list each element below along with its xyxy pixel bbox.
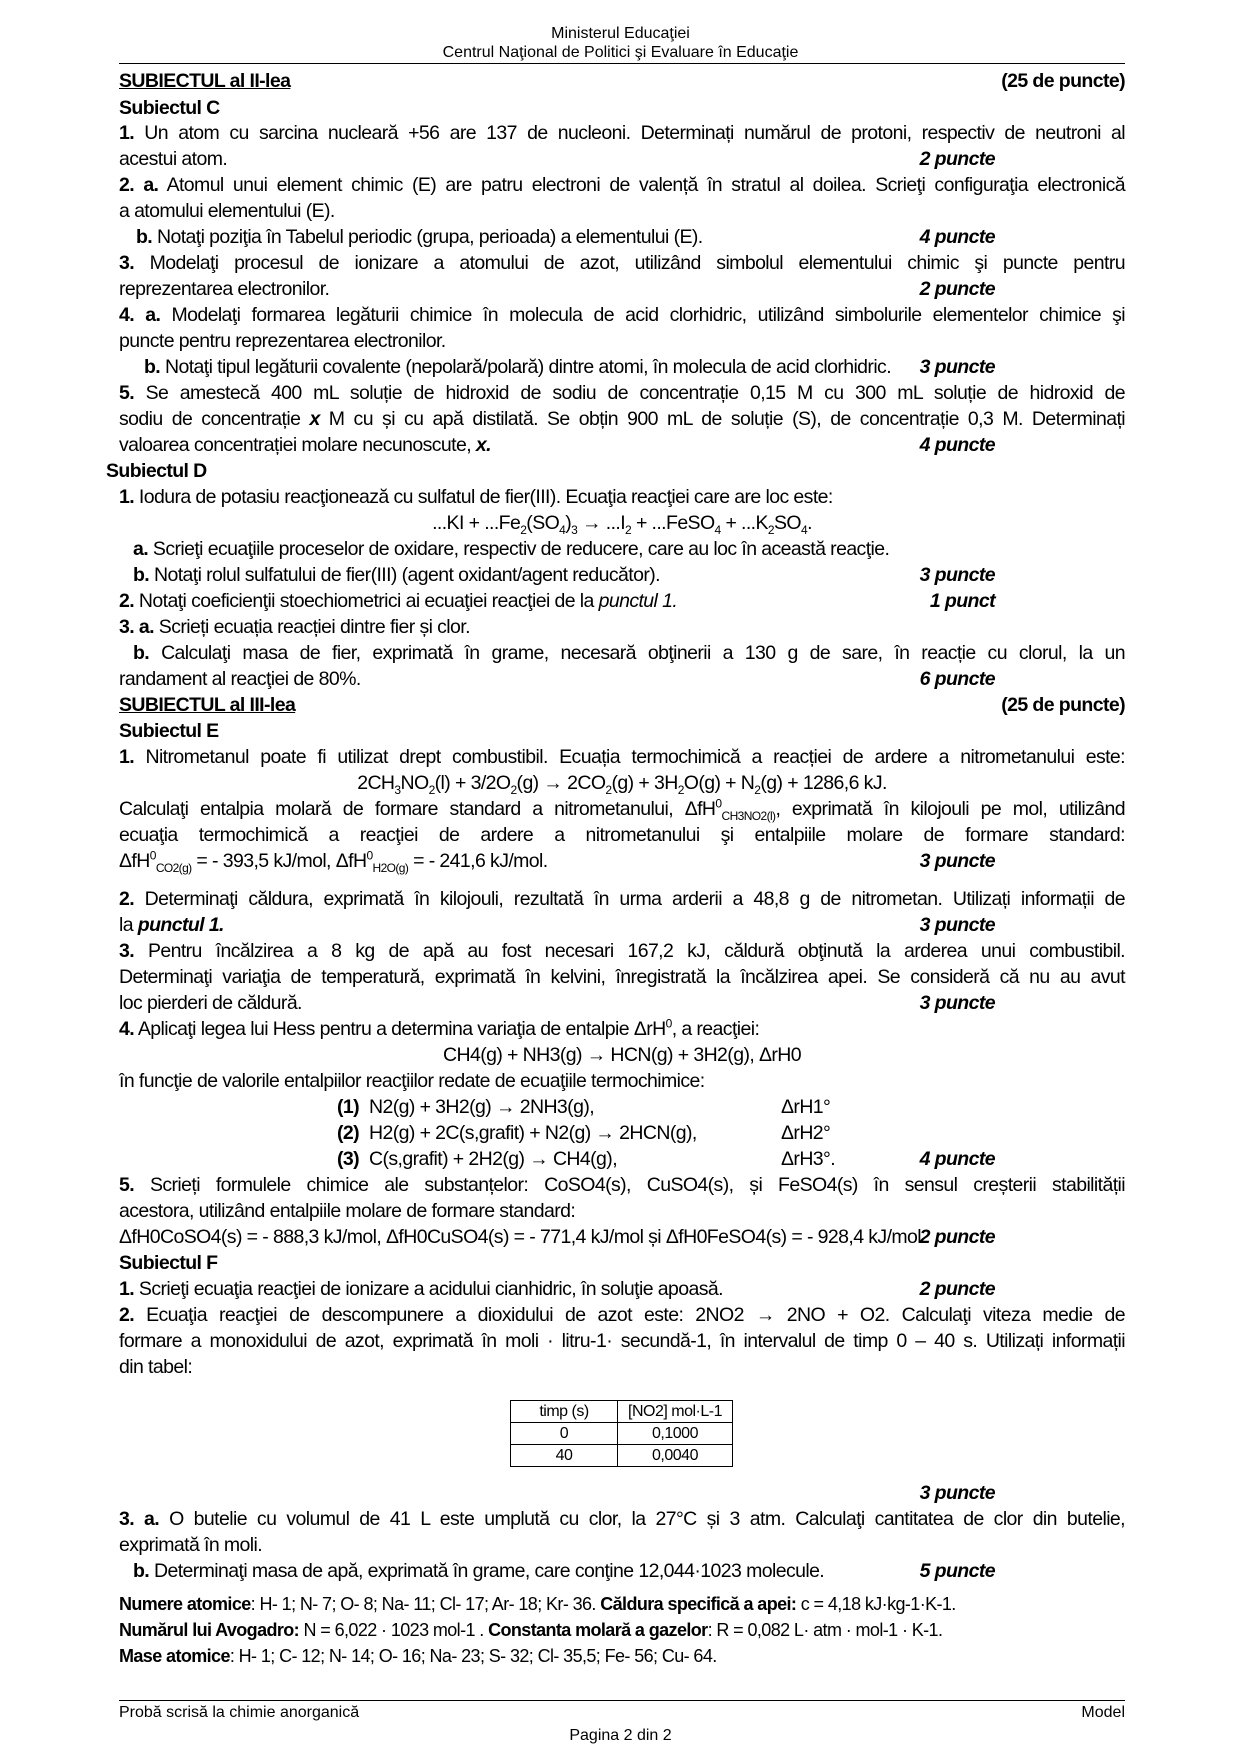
constants-line-1: Numere atomice: H- 1; N- 7; O- 8; Na- 11; Cl- 17; Ar- 18; Kr- 36. Căldura specifică a apei: c = 4,18 kJ·kg-1·K-1. bbox=[119, 1594, 956, 1614]
e2-line2: la punctul 1. 3 puncte bbox=[119, 914, 995, 936]
subject-e-title: Subiectul E bbox=[119, 720, 219, 742]
table-cell: 0,1000 bbox=[618, 1423, 733, 1445]
header-ministry: Ministerul Educaţiei bbox=[551, 25, 690, 42]
constants-line-2: Numărul lui Avogadro: N = 6,022 · 1023 mol-1 . Constanta molară a gazelor: R = 0,082 L· atm · mol-1 · K-1. bbox=[119, 1620, 943, 1640]
f3a-line2: exprimată în moli. bbox=[119, 1534, 263, 1556]
c3-line1: 3. Modelaţi procesul de ionizare a atomului de azot, utilizând simbolul elementului chimic şi puncte pentru bbox=[119, 252, 1125, 274]
c4a-line2: puncte pentru reprezentarea electronilor. bbox=[119, 330, 446, 352]
e1-line1: 1. Nitrometanul poate fi utilizat drept combustibil. Ecuația termochimică a reacției de ardere a nitrometanului este: bbox=[119, 746, 1125, 768]
e4-equation: CH4(g) + NH3(g) → HCN(g) + 3H2(g), ΔrH0 bbox=[442, 1044, 802, 1066]
e4-line1: 4. Aplicaţi legea lui Hess pentru a determina variaţia de entalpie ΔrH$^0$, a reacţiei: bbox=[119, 1016, 760, 1040]
d1b-line: b. Notaţi rolul sulfatului de fier(III) (agent oxidant/agent reducător). 3 puncte bbox=[133, 564, 995, 586]
footer-page-number: Pagina 2 din 2 bbox=[569, 1727, 672, 1744]
c2b-line: b. Notaţi poziţia în Tabelul periodic (grupa, perioada) a elementului (E). 4 puncte bbox=[136, 226, 995, 248]
footer-exam-name: Probă scrisă la chimie anorganică bbox=[119, 1704, 360, 1721]
e2-line1: 2. Determinaţi căldura, exprimată în kilojouli, rezultată în urma arderii a 48,8 g de nitrometan. Utilizați informații de bbox=[119, 888, 1125, 910]
header-center: Centrul Naţional de Politici şi Evaluare în Educaţie bbox=[442, 44, 799, 61]
e5-line3: ΔfH0CoSO4(s) = - 888,3 kJ/mol, ΔfH0CuSO4(s) = - 771,4 kJ/mol și ΔfH0FeSO4(s) = - 928,4 kJ/mol. 2 puncte bbox=[119, 1226, 995, 1248]
f3b-line: b. Determinaţi masa de apă, exprimată în grame, care conţine 12,044·1023 molecule. 5 puncte bbox=[133, 1560, 995, 1582]
c2a-line2: a atomului elementului (E). bbox=[119, 200, 335, 222]
table-cell: 0 bbox=[511, 1423, 618, 1445]
e1-line3: Calculaţi entalpia molară de formare standard a nitrometanului, ΔfH$^0_{CH3NO2(l)}$, exprimată în kilojouli pe mol, utilizând bbox=[119, 796, 1125, 823]
e3-line3: loc pierderi de căldură. 3 puncte bbox=[119, 992, 995, 1014]
constants-line-3: Mase atomice: H- 1; C- 12; N- 14; O- 16; Na- 23; S- 32; Cl- 35,5; Fe- 56; Cu- 64. bbox=[119, 1646, 717, 1666]
d3b-line1: b. Calculaţi masa de fier, exprimată în grame, necesară obţinerii a 130 g de sare, în reacție cu clorul, la un bbox=[133, 642, 1126, 664]
f3a-line1: 3. a. O butelie cu volumul de 41 L este umplută cu clor, la 27°C și 3 atm. Calculaţi cantitatea de clor din butelie, bbox=[119, 1508, 1125, 1530]
f2-line1: 2. Ecuaţia reacţiei de descompunere a dioxidului de azot este: 2NO2 → 2NO + O2. Calculaţi viteza medie de bbox=[119, 1304, 1125, 1326]
table-cell: 40 bbox=[511, 1445, 618, 1467]
e1-equation: $2CH_3NO_2(l) + 3/2O_2(g) \to 2CO_2(g) + 3H_2O(g) + N_2(g) + 1286,6$ kJ. bbox=[357, 772, 887, 797]
table-header-row bbox=[511, 1401, 733, 1423]
f1-line: 1. Scrieţi ecuaţia reacţiei de ionizare a acidului cianhidric, în soluţie apoasă. 2 puncte bbox=[119, 1278, 995, 1300]
d2-line: 2. Notaţi coeficienţii stoechiometrici ai ecuaţiei reacţiei de la punctul 1. 1 punct bbox=[119, 590, 995, 612]
c5-line1: 5. Se amestecă 400 mL soluție de hidroxid de sodiu de concentrație 0,15 M cu 300 mL soluție de hidroxid de bbox=[119, 382, 1125, 404]
exam-page: Ministerul Educaţiei Centrul Naţional de Politici şi Evaluare în Educaţie SUBIECTUL al II-lea (25 de puncte) Subiectul C 1. Un atom cu sarcina nucleară +56 are 137 de nucleoni. Determinați numărul de protoni, respectiv de neutroni al acestui atom. 2 puncte 2. a. Atomul unui element chimic (E) are patru electroni de valență în stratul al doilea. Scrieţi configuraţia electronică a atomului elementului (E). b. Notaţi poziţia în Tabelul periodic (grupa, perioada) a elementului (E). 4 puncte 3. Modelaţi procesul de ionizare a atomului de azot, utilizând simbolul elementului chimic şi puncte pentru reprezentarea electronilor. 2 puncte 4. a. Modelaţi formarea legăturii chimice în molecula de acid clorhidric, utilizând simbolurile elementelor chimice şi puncte pentru reprezentarea electronilor. b. Notaţi tipul legăturii covalente (nepolară/polară) dintre atomi, în molecula de acid clorhidric. 3 puncte 5. Se amestecă 400 mL soluție de hidroxid de sodiu de concentrație 0,15 M cu 300 mL soluție de hidroxid de sodiu de concentrație x M cu și cu apă distilată. Se obțin 900 mL de soluție (S), de concentrație 0,3 M. Determinați valoarea concentrației molare necunoscute, x. 4 puncte Subiectul D 1. Iodura de potasiu reacţionează cu sulfatul de fier(III). Ecuaţia reacţiei care are loc este: $...KI + ...Fe_2(SO_4)_3 \to ...I_2$ + ...FeSO$_4$ + $...K_2SO_4$. a. Scrieţi ecuaţiile proceselor de oxidare, respectiv de reducere, care au loc în această reacţie. b. Notaţi rolul sulfatului de fier(III) (agent oxidant/agent reducător). 3 puncte 2. Notaţi coeficienţii stoechiometrici ai ecuaţiei reacţiei de la punctul 1. 1 punct 3. a. Scrieți ecuația reacției dintre fier și clor. b. Calculaţi masa de fier, exprimată în grame, necesară obţinerii a 130 g de sare, în reacție cu clorul, la un randament al reacţiei de 80%. 6 puncte SUBIECTUL al III-lea (25 de puncte) Subiectul E 1. Nitrometanul poate fi utilizat drept combustibil. Ecuația termochimică a reacției de ardere a nitrometanului este: $2CH_3NO_2(l) + 3/2O_2(g) \to 2CO_2(g) + 3H_2O(g) + N_2(g) + 1286,6$ kJ. Calculaţi entalpia molară de formare standard a nitrometanului, ΔfH$^0_{CH3NO2(l)}$, exprimată în kilojouli pe mol, utilizând ecuaţia termochimică a reacţiei de ardere a nitrometanului şi entalpiile molare de formare standard: ΔfH$^0_{CO2(g)}$ = - 393,5 kJ/mol, ΔfH$^0_{H2O(g)}$ = - 241,6 kJ/mol. 3 puncte 2. Determinaţi căldura, exprimată în kilojouli, rezultată în urma arderii a 48,8 g de nitrometan. Utilizați informații de la punctul 1. 3 puncte 3. Pentru încălzirea a 8 kg de apă au fost necesari 167,2 kJ, căldură obţinută la arderea unui combustibil. Determinaţi variaţia de temperatură, exprimată în kelvini, înregistrată la încălzirea apei. Se consideră că nu au avut loc pierderi de căldură. 3 puncte 4. Aplicaţi legea lui Hess pentru a determina variaţia de entalpie ΔrH$^0$, a reacţiei: CH4(g) + NH3(g) → HCN(g) + 3H2(g), ΔrH0 în funcţie de valorile entalpiilor reacţiilor redate de ecuaţiile termochimice: (1) N2(g) + 3H2(g) → 2NH3(g), ΔrH1° (2) H2(g) + 2C(s,grafit) + N2(g) → 2HCN(g), ΔrH2° (3) C(s,grafit) + 2H2(g) → CH4(g), ΔrH3°. 4 puncte 5. Scrieți formulele chimice ale substanțelor: CoSO4(s), CuSO4(s), și FeSO4(s) în sensul creșterii stabilității acestora, utilizând entalpiile molare de formare standard: ΔfH0CoSO4(s) = - 888,3 kJ/mol, ΔfH0CuSO4(s) = - 771,4 kJ/mol și ΔfH0FeSO4(s) = - 928,4 kJ/mol. 2 puncte Subiectul F 1. Scrieţi ecuaţia reacţiei de ionizare a acidului cianhidric, în soluţie apoasă. 2 puncte 2. Ecuaţia reacţiei de descompunere a dioxidului de azot este: 2NO2 → 2NO + O2. Calculaţi viteza medie de formare a monoxidului de azot, exprimată în moli · litru-1· secundă-1, în intervalul de timp 0 – 40 s. Utilizați informații din tabel: timp (s) [NO2] mol·L-1 0 0,1000 40 0,0040 3 puncte 3. a. O butelie cu volumul de 41 L este umplută cu clor, la 27°C și 3 atm. Calculaţi cantitatea de clor din butelie, exprimată în moli. b. Determinaţi masa de apă, exprimată în grame, care conţine 12,044·1023 molecule. 5 puncte Numere atomice: H- 1; N- 7; O- 8; Na- 11; Cl- 17; Ar- 18; Kr- 36. Căldura specifică a apei: c = 4,18 kJ·kg-1·K-1. Numărul lui Avogadro: N = 6,022 · 1023 mol-1 . Constanta molară a gazelor: R = 0,082 L· atm · mol-1 · K-1. Mase atomice: H- 1; C- 12; N- 14; O- 16; Na- 23; S- 32; Cl- 35,5; Fe- 56; Cu- 64. Probă scrisă la chimie anorganică Model Pagina 2 din 2 bbox=[0, 0, 1241, 1755]
section-2-heading: SUBIECTUL al II-lea (25 de puncte) bbox=[119, 70, 1125, 92]
f2-line3: din tabel: bbox=[119, 1356, 193, 1378]
table-cell: 0,0040 bbox=[618, 1445, 733, 1467]
d1a-line: a. Scrieţi ecuaţiile proceselor de oxidare, respectiv de reducere, care au loc în această reacţie. bbox=[133, 538, 890, 560]
subject-c-title: Subiectul C bbox=[119, 97, 220, 119]
e1-line4: ecuaţia termochimică a reacţiei de ardere a nitrometanului şi entalpiile molare de formare standard: bbox=[119, 824, 1125, 846]
section-3-heading: SUBIECTUL al III-lea (25 de puncte) bbox=[119, 694, 1125, 716]
c5-line3: valoarea concentrației molare necunoscute, x. 4 puncte bbox=[119, 434, 995, 456]
d1-equation: $...KI + ...Fe_2(SO_4)_3 \to ...I_2$ + ...FeSO$_4$ + $...K_2SO_4$. bbox=[432, 512, 812, 537]
e5-line2: acestora, utilizând entalpiile molare de formare standard: bbox=[119, 1200, 576, 1222]
footer-rule bbox=[119, 1700, 1125, 1701]
e3-line2: Determinaţi variaţia de temperatură, exprimată în kelvini, înregistrată la încălzirea apei. Se consideră că nu au avut bbox=[119, 966, 1125, 988]
table-header-cell: timp (s) bbox=[511, 1401, 618, 1423]
table-row bbox=[511, 1423, 733, 1445]
e5-line1: 5. Scrieți formulele chimice ale substanțelor: CoSO4(s), CuSO4(s), și FeSO4(s) în sensul creșterii stabilității bbox=[119, 1174, 1125, 1196]
c2a-line1: 2. a. Atomul unui element chimic (E) are patru electroni de valență în stratul al doilea. Scrieţi configuraţia electronică bbox=[119, 174, 1125, 196]
table-row bbox=[511, 1445, 733, 1467]
d3b-line2: randament al reacţiei de 80%. 6 puncte bbox=[119, 668, 995, 690]
c3-line2: reprezentarea electronilor. 2 puncte bbox=[119, 278, 995, 300]
c1-line1: 1. Un atom cu sarcina nucleară +56 are 137 de nucleoni. Determinați numărul de protoni, respectiv de neutroni al bbox=[119, 122, 1125, 144]
e4-line3: în funcţie de valorile entalpiilor reacţiilor redate de ecuaţiile termochimice: bbox=[119, 1070, 705, 1092]
subject-f-title: Subiectul F bbox=[119, 1252, 218, 1274]
c1-line2: acestui atom. 2 puncte bbox=[119, 148, 995, 170]
no2-data-table bbox=[510, 1400, 733, 1467]
table-header-cell: [NO2] mol·L-1 bbox=[618, 1401, 733, 1423]
e3-line1: 3. Pentru încălzirea a 8 kg de apă au fost necesari 167,2 kJ, căldură obţinută la arderea unui combustibil. bbox=[119, 940, 1125, 962]
d1-line: 1. Iodura de potasiu reacţionează cu sulfatul de fier(III). Ecuaţia reacţiei care are loc este: bbox=[119, 486, 833, 508]
c4b-line: b. Notaţi tipul legăturii covalente (nepolară/polară) dintre atomi, în molecula de acid clorhidric. 3 puncte bbox=[144, 356, 995, 378]
e1-line5: ΔfH$^0_{CO2(g)}$ = - 393,5 kJ/mol, ΔfH$^0_{H2O(g)}$ = - 241,6 kJ/mol. 3 puncte bbox=[119, 848, 995, 875]
subject-d-title: Subiectul D bbox=[106, 460, 207, 482]
header-rule bbox=[119, 63, 1125, 64]
c4a-line1: 4. a. Modelaţi formarea legăturii chimice în molecula de acid clorhidric, utilizând simbolurile elementelor chimice şi bbox=[119, 304, 1125, 326]
footer-model: Model bbox=[1081, 1704, 1125, 1721]
d3a-line: 3. a. Scrieți ecuația reacției dintre fier și clor. bbox=[119, 616, 470, 638]
f2-line2: formare a monoxidului de azot, exprimată în moli · litru-1· secundă-1, în intervalul de timp 0 – 40 s. Utilizați informații bbox=[119, 1330, 1125, 1352]
c5-line2: sodiu de concentrație x M cu și cu apă distilată. Se obțin 900 mL de soluție (S), de concentrație 0,3 M. Determinați bbox=[119, 408, 1126, 430]
